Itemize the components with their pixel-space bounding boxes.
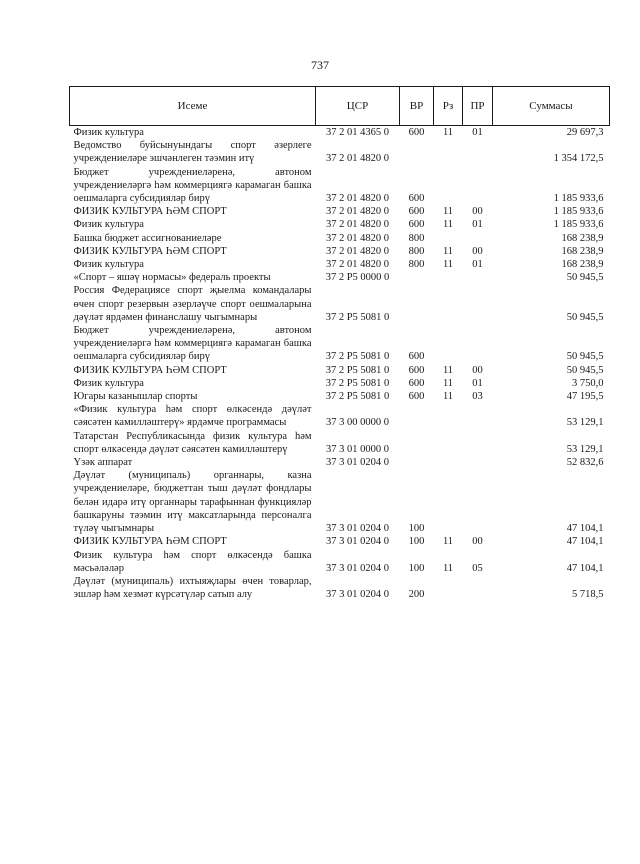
cell-csr: 37 2 P5 5081 0 <box>325 351 390 363</box>
cell-sum: 1 185 933,6 <box>553 193 604 205</box>
cell-sum: 3 750,0 <box>572 377 604 389</box>
cell-name: ФИЗИК КУЛЬТУРА ҺӘМ СПОРТ <box>73 536 227 548</box>
cell-name: ФИЗИК КУЛЬТУРА ҺӘМ СПОРТ <box>73 245 227 257</box>
table-row <box>70 126 610 140</box>
cell-vr: 800 <box>408 259 425 271</box>
cell-rz: 11 <box>442 536 454 548</box>
cell-vr: 600 <box>408 351 425 363</box>
cell-name: Физик культура һәм спорт өлкәсендә башка мәсьәләләр <box>73 549 312 574</box>
cell-sum: 47 104,1 <box>566 523 604 535</box>
cell-rz: 11 <box>442 245 454 257</box>
cell-pr <box>463 324 493 364</box>
cell-pr <box>463 575 493 601</box>
cell-sum: 47 104,1 <box>566 562 604 574</box>
cell-rz: 11 <box>442 391 454 403</box>
cell-vr: 100 <box>408 536 425 548</box>
cell-rz <box>434 166 463 206</box>
cell-pr <box>463 403 493 429</box>
cell-csr: 37 2 01 4365 0 <box>326 127 389 138</box>
cell-sum: 29 697,3 <box>566 127 604 138</box>
cell-pr: 01 <box>472 219 483 231</box>
cell-name: Физик культура <box>73 219 144 231</box>
cell-vr: 100 <box>408 523 425 535</box>
cell-csr: 37 3 01 0204 0 <box>326 523 389 535</box>
cell-csr: 37 2 P5 5081 0 <box>325 364 390 376</box>
cell-pr <box>463 456 493 469</box>
cell-csr: 37 2 P5 5081 0 <box>325 391 390 403</box>
cell-name: Бюджет учреждениеләренә, автоном учреждениеләргә һәм коммерциягә карамаган башка оешмаларга субсидияләр бирү <box>73 325 312 363</box>
table-body <box>70 126 610 602</box>
table-row <box>70 324 610 364</box>
cell-pr: 00 <box>472 364 483 376</box>
header-vr: ВР <box>400 87 434 126</box>
cell-pr <box>463 469 493 535</box>
table-row <box>70 245 610 258</box>
table-row <box>70 549 610 575</box>
cell-name: ФИЗИК КУЛЬТУРА ҺӘМ СПОРТ <box>73 364 227 376</box>
table-row <box>70 284 610 324</box>
table-row <box>70 575 610 601</box>
cell-csr: 37 2 01 4820 0 <box>326 259 389 271</box>
cell-vr: 800 <box>408 245 425 257</box>
cell-csr: 37 3 01 0204 0 <box>326 562 389 574</box>
table-row <box>70 166 610 206</box>
cell-vr <box>400 456 434 469</box>
cell-sum: 47 104,1 <box>566 536 604 548</box>
cell-rz <box>434 232 463 245</box>
cell-csr: 37 2 01 4820 0 <box>326 153 389 165</box>
cell-vr: 600 <box>408 391 425 403</box>
cell-vr <box>400 284 434 324</box>
cell-vr: 100 <box>408 562 425 574</box>
header-name: Исеме <box>70 87 316 126</box>
table-row <box>70 456 610 469</box>
table-row <box>70 258 610 271</box>
cell-name: Үзәк аппарат <box>73 457 133 469</box>
cell-name: Ведомство буйсынуындагы спорт әзерлеге учреждениеләре эшчәнлеген тәэмин итү <box>73 140 312 165</box>
cell-csr: 37 2 P5 0000 0 <box>325 272 390 284</box>
cell-name: «Физик культура һәм спорт өлкәсендә дәүләт сәясәтен камилләштерү» ярдәмче программасы <box>73 404 312 429</box>
cell-rz <box>434 575 463 601</box>
page-number: 737 <box>311 58 329 72</box>
cell-sum: 1 185 933,6 <box>553 219 604 231</box>
cell-sum: 53 129,1 <box>566 443 604 455</box>
cell-csr: 37 3 01 0204 0 <box>326 589 389 601</box>
table-row <box>70 377 610 390</box>
table-row <box>70 364 610 377</box>
cell-pr: 00 <box>472 206 483 218</box>
cell-pr <box>463 166 493 206</box>
cell-rz <box>434 284 463 324</box>
cell-name: Бюджет учреждениеләренә, автоном учреждениеләргә һәм коммерциягә карамаган башка оешмаларга субсидияләр бирү <box>73 166 312 205</box>
table-row <box>70 232 610 245</box>
cell-vr: 800 <box>408 232 425 244</box>
cell-csr: 37 3 01 0000 0 <box>326 443 389 455</box>
cell-sum: 5 718,5 <box>572 589 604 601</box>
cell-name: «Спорт – яшәү нормасы» федераль проекты <box>73 272 271 284</box>
table-row <box>70 469 610 535</box>
cell-pr: 01 <box>472 377 483 389</box>
cell-rz: 11 <box>442 259 454 271</box>
cell-rz <box>434 469 463 535</box>
cell-sum: 168 238,9 <box>561 245 604 257</box>
cell-csr: 37 2 01 4820 0 <box>326 232 389 244</box>
cell-sum: 50 945,5 <box>566 272 604 284</box>
cell-vr <box>400 271 434 284</box>
table-row <box>70 535 610 548</box>
cell-rz: 11 <box>442 219 454 231</box>
cell-name: Дәүләт (муниципаль) ихтыяҗлары өчен товарлар, эшләр һәм хезмәт күрсәтүләр сатып алу <box>73 575 312 601</box>
table-row <box>70 218 610 231</box>
cell-pr <box>463 139 493 165</box>
header-rz: Рз <box>434 87 463 126</box>
cell-pr: 01 <box>472 127 483 138</box>
cell-pr: 00 <box>472 536 483 548</box>
table-header-row <box>70 87 610 126</box>
cell-vr: 200 <box>408 589 425 601</box>
cell-rz <box>434 403 463 429</box>
cell-csr: 37 2 01 4820 0 <box>326 219 389 231</box>
cell-vr: 600 <box>408 364 425 376</box>
cell-sum: 47 195,5 <box>566 391 604 403</box>
cell-rz <box>434 456 463 469</box>
cell-sum: 53 129,1 <box>566 417 604 429</box>
cell-csr: 37 3 01 0204 0 <box>326 536 389 548</box>
cell-vr: 600 <box>408 219 425 231</box>
cell-csr: 37 3 01 0204 0 <box>326 457 389 469</box>
cell-rz <box>434 139 463 165</box>
cell-pr: 00 <box>472 245 483 257</box>
cell-vr: 600 <box>408 206 425 218</box>
cell-pr <box>463 271 493 284</box>
cell-rz: 11 <box>442 377 454 389</box>
cell-pr <box>463 232 493 245</box>
cell-name: Россия Федерациясе спорт җыелма командалары өчен спорт резервын әзерләүче спорт оешмаларына дәүләт ярдәмен финанслашу чыгымнары <box>73 285 312 323</box>
cell-rz: 11 <box>442 206 454 218</box>
cell-csr: 37 2 01 4820 0 <box>326 245 389 257</box>
cell-sum: 50 945,5 <box>566 364 604 376</box>
table-row <box>70 271 610 284</box>
cell-name: Дәүләт (муниципаль) органнары, казна учреждениеләре, бюджеттан тыш дәүләт фондлары белән идарә итү органнары тарафыннан функцияләр башкаруны тәэмин итү максатларында персоналга түләү чыгымнары <box>73 470 312 535</box>
cell-csr: 37 2 01 4820 0 <box>326 206 389 218</box>
header-pr: ПР <box>463 87 493 126</box>
table-row <box>70 390 610 403</box>
cell-rz <box>434 271 463 284</box>
cell-name: Физик культура <box>73 377 144 389</box>
cell-sum: 168 238,9 <box>561 232 604 244</box>
header-csr: ЦСР <box>316 87 400 126</box>
table-row <box>70 403 610 429</box>
cell-rz: 11 <box>442 562 454 574</box>
cell-name: Башка бюджет ассигнованиеләре <box>73 232 222 244</box>
cell-rz: 11 <box>442 127 454 138</box>
cell-rz: 11 <box>442 364 454 376</box>
budget-table <box>69 86 610 601</box>
table-row <box>70 430 610 456</box>
cell-rz <box>434 324 463 364</box>
table-row <box>70 139 610 165</box>
cell-sum: 50 945,5 <box>566 311 604 323</box>
cell-pr: 05 <box>472 562 483 574</box>
cell-vr <box>400 430 434 456</box>
cell-pr: 01 <box>472 259 483 271</box>
cell-name: Татарстан Республикасында физик культура һәм спорт өлкәсендә дәүләт сәясәтен камилләштерү <box>73 430 312 455</box>
header-sum: Суммасы <box>493 87 610 126</box>
cell-name: ФИЗИК КУЛЬТУРА ҺӘМ СПОРТ <box>73 206 227 218</box>
cell-csr: 37 2 P5 5081 0 <box>325 311 390 323</box>
cell-csr: 37 3 00 0000 0 <box>326 417 389 429</box>
cell-sum: 1 185 933,6 <box>553 206 604 218</box>
cell-vr: 600 <box>408 127 425 138</box>
cell-sum: 168 238,9 <box>561 259 604 271</box>
cell-pr: 03 <box>472 391 483 403</box>
cell-name: Югары казанышлар спорты <box>73 391 198 403</box>
cell-name: Физик культура <box>73 259 144 271</box>
cell-vr <box>400 139 434 165</box>
cell-vr: 600 <box>408 377 425 389</box>
cell-rz <box>434 430 463 456</box>
cell-sum: 1 354 172,5 <box>553 153 604 165</box>
cell-sum: 52 832,6 <box>566 457 604 469</box>
table-row <box>70 205 610 218</box>
cell-sum: 50 945,5 <box>566 351 604 363</box>
cell-csr: 37 2 01 4820 0 <box>326 193 389 205</box>
cell-vr <box>400 403 434 429</box>
cell-pr <box>463 430 493 456</box>
cell-vr: 600 <box>408 193 425 205</box>
cell-pr <box>463 284 493 324</box>
cell-csr: 37 2 P5 5081 0 <box>325 377 390 389</box>
cell-name: Физик культура <box>73 127 144 138</box>
